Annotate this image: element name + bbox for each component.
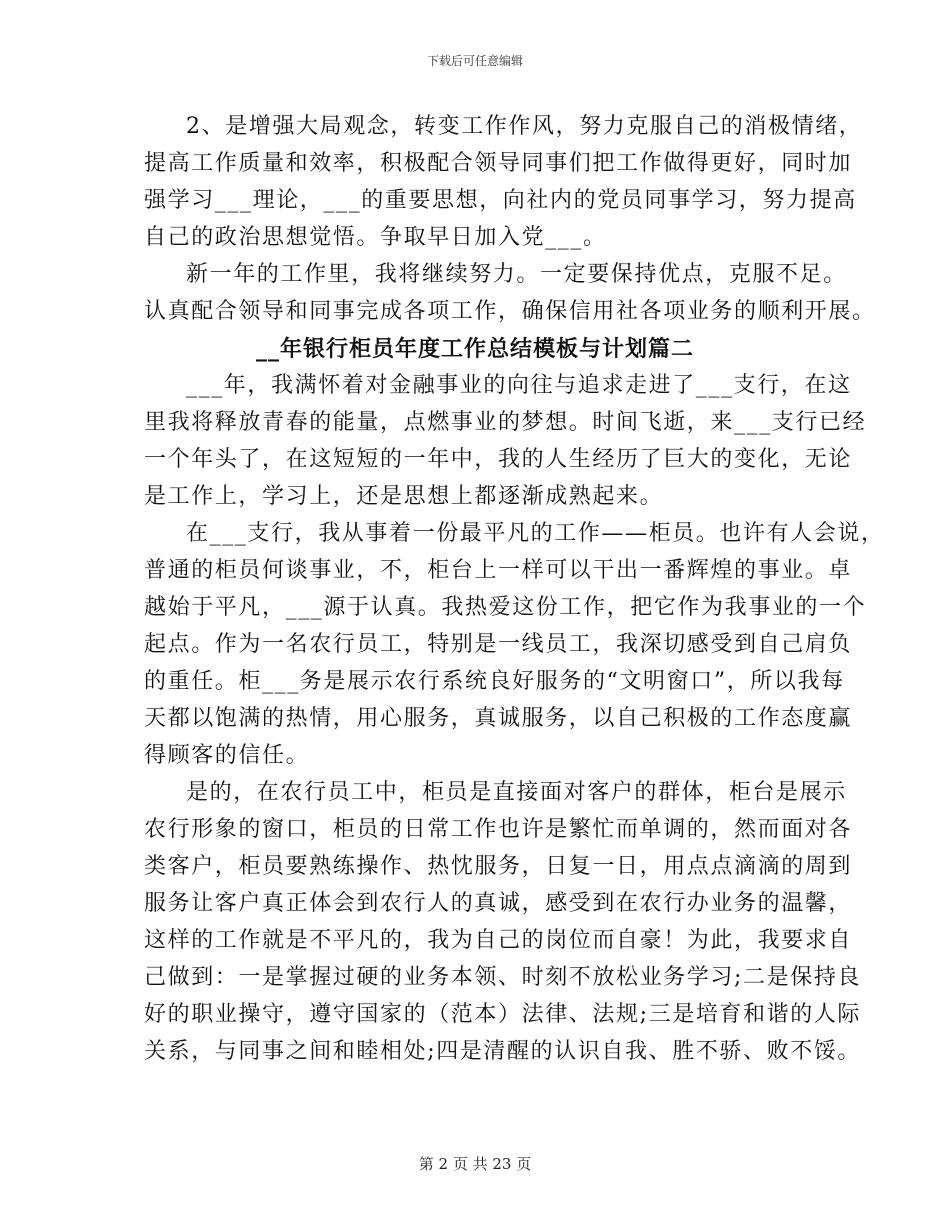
paragraph-3-line-3: 一个年头了，在这短短的一年中，我的人生经历了巨大的变化，无论 [144,447,853,472]
paragraph-2-line-1: 新一年的工作里，我将继续努力。一定要保持优点，克服不足。 [186,262,847,287]
paragraph-1-line-3: 强学习___理论，___的重要思想，向社内的党员同事学习，努力提高 [144,188,857,213]
paragraph-4-line-6: 天都以饱满的热情，用心服务，真诚服务，以自己积极的工作态度赢 [144,706,853,731]
paragraph-5-line-8: 关系，与同事之间和睦相处;四是清醒的认识自我、胜不骄、败不馁。 [144,1039,862,1064]
paragraph-4-line-2: 普通的柜员何谈事业，不，柜台上一样可以干出一番辉煌的事业。卓 [144,558,853,583]
paragraph-3-line-4: 是工作上，学习上，还是思想上都逐渐成熟起来。 [144,484,664,509]
paragraph-2-line-2: 认真配合领导和同事完成各项工作，确保信用社各项业务的顺利开展。 [144,299,876,324]
paragraph-4-line-7: 得顾客的信任。 [144,743,310,768]
paragraph-4-line-3: 越始于平凡，___源于认真。我热爱这份工作，把它作为我事业的一个 [144,595,867,620]
paragraph-5-line-7: 好的职业操守，遵守国家的（范本）法律、法规;三是培育和谐的人际 [144,1002,862,1027]
paragraph-4-line-4: 起点。作为一名农行员工，特别是一线员工，我深切感受到自己肩负 [144,632,853,657]
paragraph-1-line-4: 自己的政治思想觉悟。争取早日加入党___。 [144,225,607,250]
page-footer-page-info: 第 2 页 共 23 页 [418,1155,532,1173]
paragraph-5-line-2: 农行形象的窗口，柜员的日常工作也许是繁忙而单调的，然而面对各 [144,817,853,842]
paragraph-5-line-5: 这样的工作就是不平凡的，我为自己的岗位而自豪！为此，我要求自 [144,928,853,953]
paragraph-5-line-1: 是的，在农行员工中，柜员是直接面对客户的群体，柜台是展示 [186,780,847,805]
paragraph-4-line-1: 在___支行，我从事着一份最平凡的工作——柜员。也许有人会说， [186,521,885,546]
page-header-note: 下载后可任意编辑 [426,54,523,68]
paragraph-4-line-5: 的重任。柜___务是展示农行系统良好服务的“文明窗口”，所以我每 [144,669,845,694]
paragraph-5-line-3: 类客户，柜员要熟练操作、热忱服务，日复一日，用点点滴滴的周到 [144,854,853,879]
paragraph-1-line-1: 2、是增强大局观念，转变工作作风，努力克服自己的消极情绪， [186,114,863,139]
paragraph-5-line-4: 服务让客户真正体会到农行人的真诚，感受到在农行办业务的温馨， [144,891,853,916]
paragraph-5-line-6: 己做到：一是掌握过硬的业务本领、时刻不放松业务学习;二是保持良 [144,965,862,990]
section-title: __年银行柜员年度工作总结模板与计划篇二 [255,336,694,362]
paragraph-1-line-2: 提高工作质量和效率，积极配合领导同事们把工作做得更好，同时加 [144,151,853,176]
paragraph-3-line-2: 里我将释放青春的能量，点燃事业的梦想。时间飞逝，来___支行已经 [144,410,867,435]
paragraph-3-line-1: ___年，我满怀着对金融事业的向往与追求走进了___支行，在这 [186,373,852,398]
